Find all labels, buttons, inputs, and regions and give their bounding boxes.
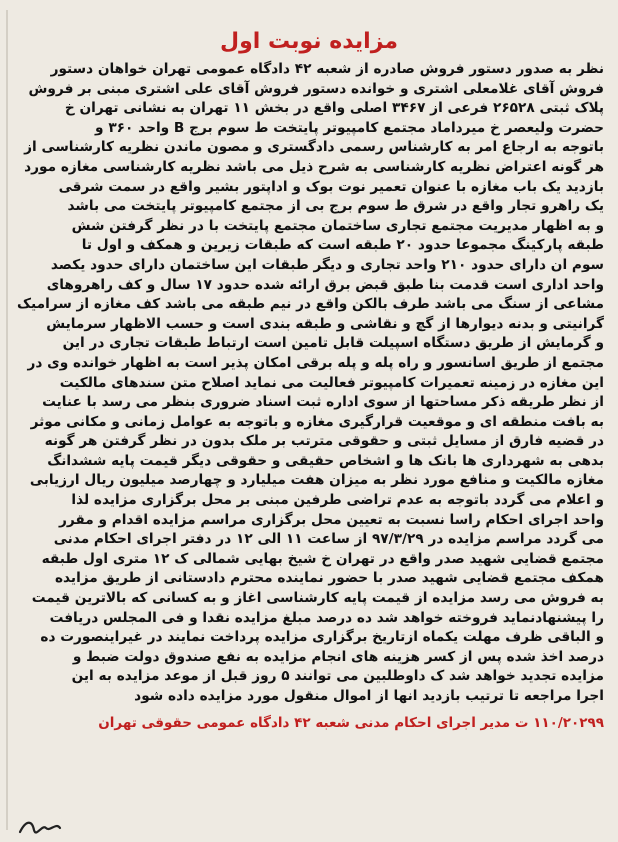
notice-line: مزایده تجدید خواهد شد ک داوطلبین می توانند ۵ روز قبل از موعد مزایده به این — [71, 668, 604, 685]
notice-line: واحد اداری است قدمت بنا طبق قبض برق ارائه شده حدود ۱۷ سال و کف راهروهای — [46, 276, 604, 293]
notice-line: هر گونه اعتراض نظریه کارشناسی به شرح ذیل می باشد نظریه کارشناسی مغازه مورد — [24, 158, 604, 175]
notice-line: از نظر طریقه ذکر مساحتها از سوی اداره ثبت اسناد ضروری بنظر می رسد با عنایت — [42, 394, 604, 411]
notice-line: حضرت ولیعصر خ میرداماد مجتمع کامپیوتر پایتخت ط سوم برج B واحد ۳۶۰ و — [95, 119, 604, 136]
notice-line: و به اظهار مدیریت مجتمع تجاری ساختمان مجتمع پایتخت با در نظر گرفتن شش — [71, 217, 604, 234]
notice-line: مجتمع قضایی شهید صدر واقع در تهران خ شیخ بهایی شمالی ک ۱۲ متری اول طبقه — [41, 550, 604, 567]
notice-line: در قضیه فارق از مسایل ثبتی و حقوقی مترتب بر ملک بدون در نظر گرفتن هر گونه — [44, 433, 604, 450]
notice-line: سوم ان دارای حدود ۲۱۰ واحد تجاری و دیگر طبقات این ساختمان دارای حدود یکصد — [50, 256, 604, 273]
notice-line: و الباقی ظرف مهلت یکماه ازتاریخ برگزاری مزایده پرداخت نمایند در غیراینصورت ده — [40, 629, 604, 646]
notice-line: بدهی به شهرداری ها بانک ها و اشخاص حقیقی و حقوقی دیگر قیمت پایه ششدانگ — [47, 452, 604, 469]
notice-line: را پیشنهادنماید فروخته خواهد شد ده درصد مبلغ مزایده نقدا و فی المجلس دریافت — [49, 609, 604, 626]
notice-line: باتوجه به ارجاع امر به کارشناس رسمی دادگستری و مصون ماندن نظریه کارشناسی از — [24, 139, 604, 156]
notice-line: این مغازه در زمینه تعمیرات کامپیوتر فعالیت می نماید اصلاح متن سندهای مالکیت — [59, 374, 604, 391]
notice-line: پلاک ثبتی ۲۶۵۲۸ فرعی از ۳۴۶۷ اصلی واقع در بخش ۱۱ تهران به نشانی تهران خ — [64, 100, 604, 117]
notice-line: مغازه مالکیت و منافع مورد نظر به میزان هفت میلیارد و چهارصد میلیون ریال ارزیابی — [29, 472, 604, 489]
notice-line: اجرا مراجعه تا ترتیب بازدید انها از اموال منقول مورد مزایده داده شود — [134, 688, 604, 704]
notice-footer: ۱۱۰/۲۰۲۹۹ ت مدیر اجرای احکام مدنی شعبه ۴۲ دادگاه عمومی حقوقی تهران — [98, 714, 604, 731]
notice-line: درصد اخذ شده پس از کسر هزینه های انجام مزایده به نفع صندوق دولت ضبط و — [72, 648, 604, 665]
notice-body — [14, 60, 604, 707]
notice-line: مجتمع از طریق اسانسور و راه پله و پله برقی امکان پذیر است به اظهار خوانده وی در — [27, 354, 604, 371]
notice-line: یک راهرو تجار واقع در شرق ط سوم برج بی از مجتمع کامپیوتر پایتخت می باشد — [67, 198, 604, 215]
signature-mark — [16, 814, 76, 840]
notice-line: به بافت منطقه ای و موقعیت قرارگیری مغازه و باتوجه به عوامل زمانی و مکانی موثر — [30, 413, 604, 430]
notice-line: و اعلام می گردد باتوجه به عدم تراضی طرفین مبنی بر محل برگزاری مزایده لذا — [71, 492, 604, 509]
notice-line: بازدید یک باب مغازه با عنوان تعمیر نوت بوک و اداپتور بشیر واقع در سمت شرقی — [58, 178, 604, 195]
notice-line: می گردد مراسم مزایده در ۹۷/۳/۲۹ از ساعت ۱۱ الی ۱۲ در دفتر اجرای احکام مدنی — [53, 531, 604, 548]
notice-line: مشاعی از سنگ می باشد طرف بالکن واقع در نیم طبقه می باشد کف مغازه از سرامیک — [17, 296, 604, 313]
notice-line: به فروش می رسد مزایده از قیمت پایه کارشناسی اغاز و به کسانی که بالاترین قیمت — [31, 590, 604, 607]
notice-line: نظر به صدور دستور فروش صادره از شعبه ۴۲ دادگاه عمومی تهران خواهان دستور — [50, 61, 604, 77]
notice-line: طبقه پارکینگ مجموعا حدود ۲۰ طبقه است که طبقات زیرین و همکف و اول تا — [81, 237, 604, 254]
notice-line: فروش آقای غلامعلی اشتری و خوانده دستور فروش آقای علی اشتری مبنی بر فروش — [28, 80, 604, 97]
notice-line: و گرمایش از طریق دستگاه اسپیلت قابل تامین است ارتباط طبقات تجاری در این — [62, 335, 604, 352]
notice-line: همکف مجتمع قضایی شهید صدر با حضور نماینده محترم دادستانی از طریق مزایده — [54, 570, 604, 587]
notice-line: گرانیتی و بدنه دیوارها از گچ و نقاشی و طبقه بندی است و حسب الاظهار سرمایش — [46, 315, 604, 332]
notice-line: واحد اجرای احکام راسا نسبت به تعیین محل برگزاری مراسم مزایده اقدام و مقرر — [58, 511, 604, 528]
notice-title: مزایده نوبت اول — [219, 29, 399, 54]
